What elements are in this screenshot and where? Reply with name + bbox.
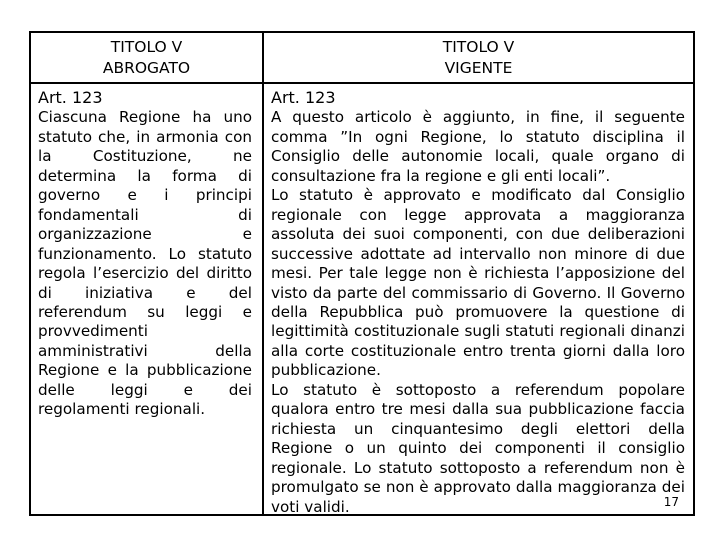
left-article-number: Art. 123 [38, 88, 103, 107]
right-header-status: VIGENTE [444, 59, 513, 77]
right-paragraph-3: Lo statuto è sottoposto a referendum popolare qualora entro tre mesi dalla sua pubblicazione faccia richiesta un cinquantesimo degli elettori della Regione o un quinto dei componenti il consiglio regionale. Lo statuto sottoposto a referendum non è promulgato se non è approvato dalla maggioranza dei voti validi. [271, 380, 685, 516]
left-header-title: TITOLO V [110, 38, 183, 56]
left-column-content [38, 88, 252, 420]
right-column-content [271, 88, 685, 517]
header-divider [31, 82, 693, 84]
right-column-header [264, 35, 693, 81]
comparison-table [29, 31, 695, 516]
left-column-header [31, 35, 262, 81]
page-number: 17 [663, 495, 679, 509]
right-paragraph-1: A questo articolo è aggiunto, in fine, il seguente comma ”In ogni Regione, lo statuto disciplina il Consiglio delle autonomie locali, quale organo di consultazione fra la regione e gli enti locali”. [271, 108, 685, 185]
right-header-title: TITOLO V [442, 38, 515, 56]
column-divider [262, 33, 264, 514]
right-article-number: Art. 123 [271, 88, 336, 107]
left-header-status: ABROGATO [102, 59, 191, 77]
right-paragraph-2: Lo statuto è approvato e modificato dal Consiglio regionale con legge approvata a maggioranza assoluta dei suoi componenti, con due deliberazioni successive adottate ad intervallo non minore di due mesi. Per tale legge non è richiesta l’apposizione del visto da parte del commissario di Governo. Il Governo della Repubblica può promuovere la questione di legittimità costituzionale sugli statuti regionali dinanzi alla corte costituzionale entro trenta giorni dalla loro pubblicazione. [271, 186, 685, 380]
left-article-text: Ciascuna Regione ha uno statuto che, in armonia con la Costituzione, ne determina la forma di governo e i principi fondamentali di organizzazione e funzionamento. Lo statuto regola l’esercizio del diritto di iniziativa e del referendum su leggi e provvedimenti amministrativi della Regione e la pubblicazione delle leggi e dei regolamenti regionali. [38, 108, 252, 419]
